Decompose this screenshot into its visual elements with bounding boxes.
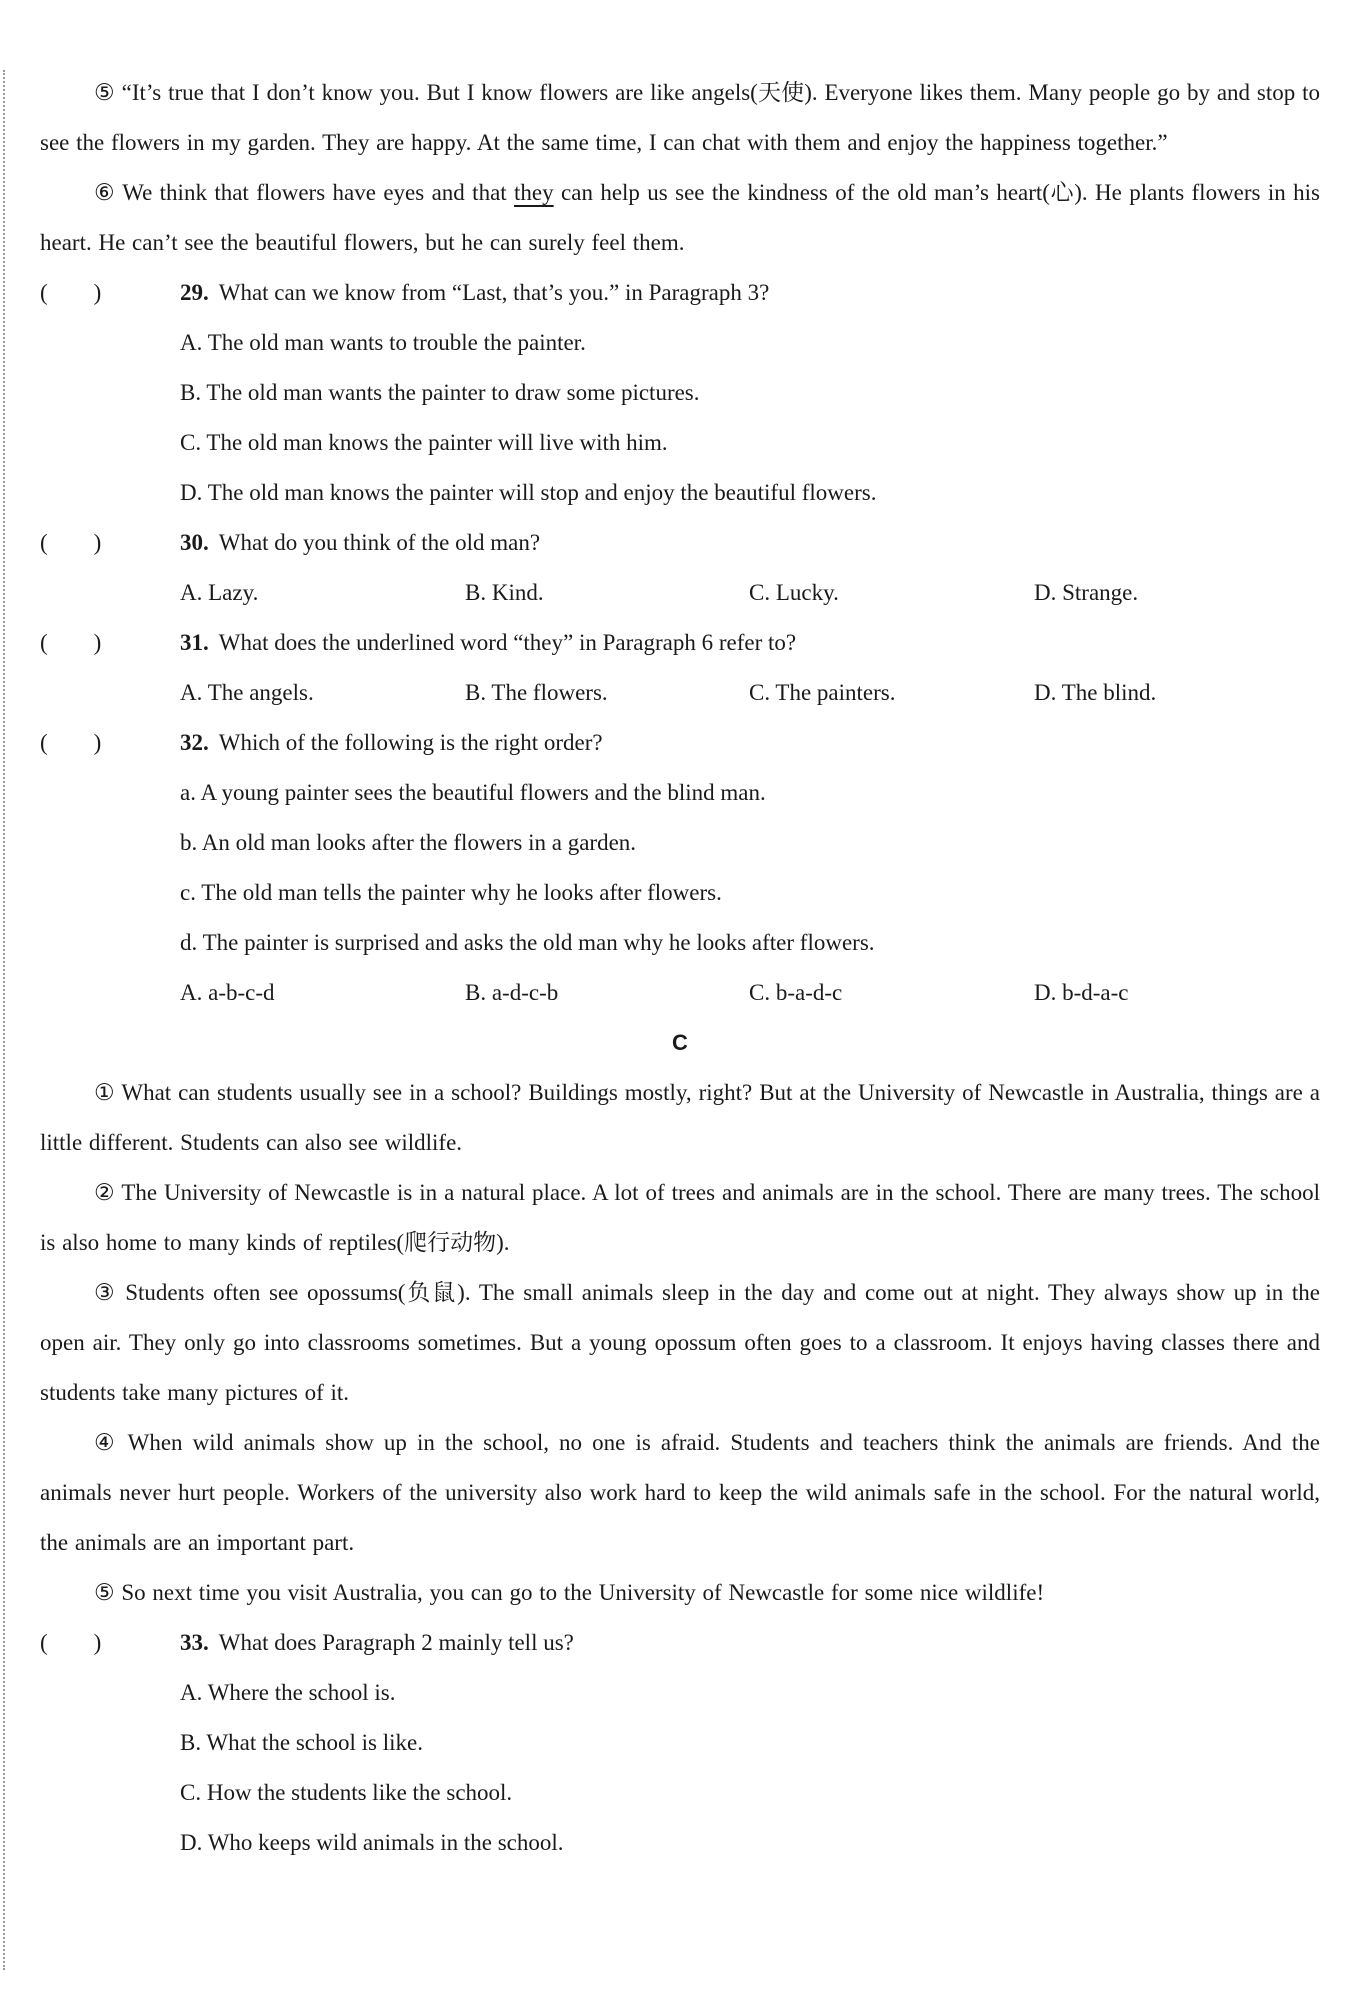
question-30 xyxy=(40,518,1320,568)
question-number: 30. xyxy=(180,530,209,555)
question-stem: What can we know from “Last, that’s you.” in Paragraph 3? xyxy=(218,280,770,305)
option-d: D. Who keeps wild animals in the school. xyxy=(180,1830,564,1855)
question-33 xyxy=(40,1618,1320,1668)
section-c-paragraph-5: ⑤ So next time you visit Australia, you can go to the University of Newcastle for some nice wildlife! xyxy=(94,1580,1045,1605)
event-c: c. The old man tells the painter why he looks after flowers. xyxy=(180,880,722,905)
binding-margin-rule xyxy=(3,70,5,1970)
option-b: B. The flowers. xyxy=(465,680,608,705)
answer-blank[interactable]: ( ) xyxy=(40,530,102,555)
question-stem: What does the underlined word “they” in Paragraph 6 refer to? xyxy=(218,630,797,655)
option-d: D. The blind. xyxy=(1034,680,1157,705)
question-number: 33. xyxy=(180,1630,209,1655)
option-b: B. a-d-c-b xyxy=(465,980,559,1005)
option-b: B. The old man wants the painter to draw some pictures. xyxy=(180,380,700,405)
question-stem: What do you think of the old man? xyxy=(218,530,541,555)
question-number: 32. xyxy=(180,730,209,755)
question-stem: Which of the following is the right order? xyxy=(218,730,603,755)
option-d: D. Strange. xyxy=(1034,580,1139,605)
option-c: C. The old man knows the painter will live with him. xyxy=(180,430,668,455)
event-b: b. An old man looks after the flowers in a garden. xyxy=(180,830,637,855)
option-b: B. Kind. xyxy=(465,580,544,605)
options-row xyxy=(40,568,1320,618)
underlined-word-they: they xyxy=(514,180,554,205)
answer-blank[interactable]: ( ) xyxy=(40,1630,102,1655)
passage-b-paragraph-5: ⑤ “It’s true that I don’t know you. But I know flowers are like angels(天使). Everyone likes them. Many people go by and stop to see the flowers in my garden. They are happy. At the same time, I can chat with them and enjoy the happiness together.” xyxy=(40,80,1320,155)
question-number: 31. xyxy=(180,630,209,655)
options-row xyxy=(40,668,1320,718)
passage-b-paragraph-6 xyxy=(40,168,1320,268)
option-a: A. The old man wants to trouble the painter. xyxy=(180,330,586,355)
paragraph-6-text-before: ⑥ We think that flowers have eyes and that xyxy=(94,180,515,205)
option-d: D. The old man knows the painter will stop and enjoy the beautiful flowers. xyxy=(180,480,877,505)
event-a: a. A young painter sees the beautiful flowers and the blind man. xyxy=(180,780,766,805)
answer-blank[interactable]: ( ) xyxy=(40,280,102,305)
option-c: C. b-a-d-c xyxy=(749,980,843,1005)
option-a: A. Where the school is. xyxy=(180,1680,396,1705)
options-row xyxy=(40,968,1320,1018)
option-a: A. The angels. xyxy=(180,680,314,705)
option-a: A. Lazy. xyxy=(180,580,259,605)
answer-blank[interactable]: ( ) xyxy=(40,730,102,755)
question-number: 29. xyxy=(180,280,209,305)
question-stem: What does Paragraph 2 mainly tell us? xyxy=(218,1630,574,1655)
option-c: C. Lucky. xyxy=(749,580,839,605)
question-31 xyxy=(40,618,1320,668)
section-c-paragraph-1: ① What can students usually see in a school? Buildings mostly, right? But at the University of Newcastle in Australia, things are a little different. Students can also see wildlife. xyxy=(40,1080,1320,1155)
question-32 xyxy=(40,718,1320,768)
section-c-title: C xyxy=(672,1030,688,1055)
option-b: B. What the school is like. xyxy=(180,1730,423,1755)
paragraph-6-text-after: can help us see the kindness of the old man’s heart(心). He plants flowers in his heart. He can’t see the beautiful flowers, but he can surely feel them. xyxy=(40,180,1320,255)
question-29 xyxy=(40,268,1320,318)
event-d: d. The painter is surprised and asks the old man why he looks after flowers. xyxy=(180,930,875,955)
answer-blank[interactable]: ( ) xyxy=(40,630,102,655)
section-c-paragraph-2: ② The University of Newcastle is in a natural place. A lot of trees and animals are in the school. There are many trees. The school is also home to many kinds of reptiles(爬行动物). xyxy=(40,1180,1320,1255)
section-c-paragraph-3: ③ Students often see opossums(负鼠). The small animals sleep in the day and come out at night. They always show up in the open air. They only go into classrooms sometimes. But a young opossum often goes to a classroom. It enjoys having classes there and students take many pictures of it. xyxy=(40,1280,1320,1405)
option-c: C. How the students like the school. xyxy=(180,1780,513,1805)
option-d: D. b-d-a-c xyxy=(1034,980,1129,1005)
option-a: A. a-b-c-d xyxy=(180,980,275,1005)
option-c: C. The painters. xyxy=(749,680,896,705)
section-c-paragraph-4: ④ When wild animals show up in the school, no one is afraid. Students and teachers think the animals are friends. And the animals never hurt people. Workers of the university also work hard to keep the wild animals safe in the school. For the natural world, the animals are an important part. xyxy=(40,1430,1320,1555)
page-content xyxy=(40,68,1320,1868)
